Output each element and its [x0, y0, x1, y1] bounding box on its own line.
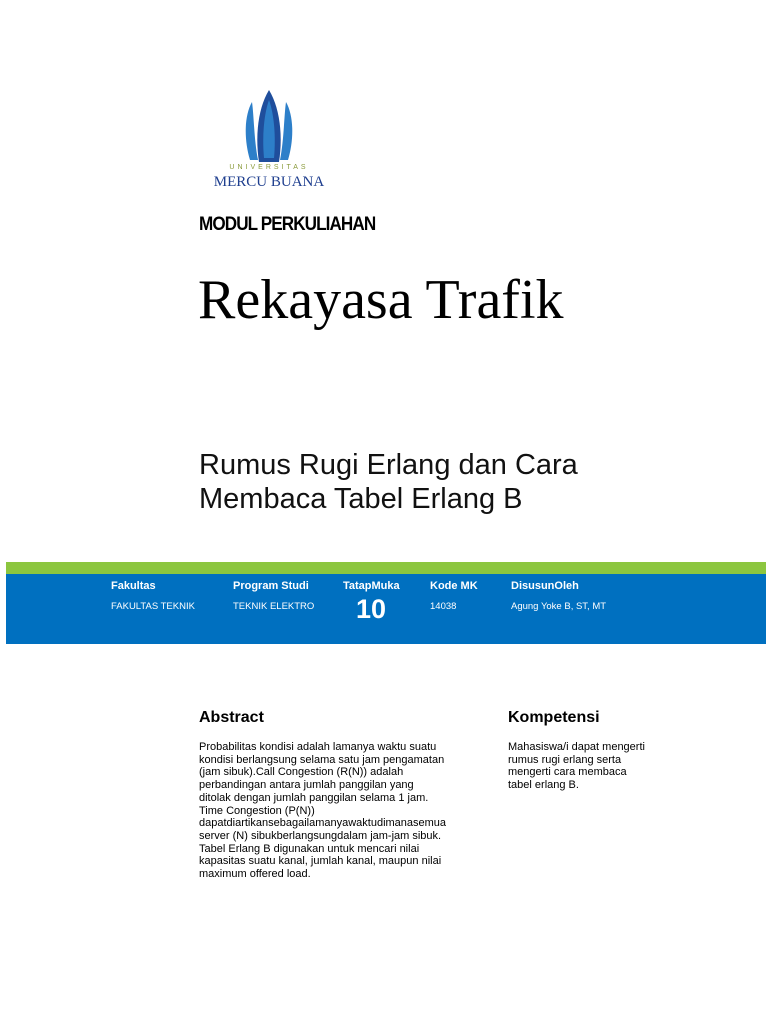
subtitle-line-2: Membaca Tabel Erlang B — [199, 483, 523, 515]
abstract-line: kondisi berlangsung selama satu jam pengamatan — [199, 753, 445, 766]
modul-label: MODUL PERKULIAHAN — [199, 214, 376, 235]
disusun-oleh-value: Agung Yoke B, ST, MT — [511, 601, 607, 612]
abstract-line: (jam sibuk).Call Congestion (R(N)) adalah — [199, 766, 404, 779]
fakultas-value: FAKULTAS TEKNIK — [111, 601, 195, 612]
disusun-oleh-column — [511, 580, 606, 612]
subtitle-line-1: Rumus Rugi Erlang dan Cara — [199, 449, 578, 481]
kompetensi-line: mengerti cara membaca — [508, 766, 627, 779]
abstract-line: kapasitas suatu kanal, jumlah kanal, maupun nilai — [199, 855, 442, 868]
tatap-muka-label: TatapMuka — [343, 580, 400, 592]
program-studi-column — [233, 580, 314, 612]
fakultas-column — [111, 580, 195, 612]
abstract-line: ditolak dengan jumlah panggilan selama 1 jam. — [199, 791, 429, 804]
abstract-heading: Abstract — [199, 709, 264, 726]
abstract-line: Probabilitas kondisi adalah lamanya waktu suatu — [199, 741, 437, 753]
fakultas-label: Fakultas — [111, 580, 156, 592]
logo-university-name: MERCU BUANA — [213, 174, 325, 190]
kode-mk-value: 14038 — [430, 601, 457, 612]
abstract-line: server (N) sibukberlangsungdalam jam-jam sibuk. — [199, 829, 442, 842]
mercu-buana-emblem-icon — [200, 88, 338, 166]
kompetensi-heading: Kompetensi — [508, 709, 600, 726]
abstract-line: dapatdiartikansebagailamanyawaktudimanasemua — [199, 817, 447, 830]
kompetensi-line: tabel erlang B. — [508, 779, 579, 792]
green-divider-bar — [6, 562, 766, 574]
kompetensi-body — [508, 741, 708, 792]
course-info-band — [6, 574, 766, 644]
abstract-line: Tabel Erlang B digunakan untuk mencari nilai — [199, 842, 420, 855]
abstract-line: maximum offered load. — [199, 868, 311, 881]
abstract-line: perbandingan antara jumlah panggilan yang — [199, 779, 414, 792]
disusun-oleh-label: DisusunOleh — [511, 580, 579, 592]
abstract-body — [199, 741, 499, 881]
kompetensi-line: Mahasiswa/i dapat mengerti — [508, 741, 645, 753]
tatap-muka-value: 10 — [356, 594, 387, 624]
program-studi-label: Program Studi — [233, 580, 309, 592]
page-title: Rekayasa Trafik — [198, 269, 564, 331]
kode-mk-label: Kode MK — [430, 580, 478, 592]
logo-university-label: UNIVERSITAS — [229, 164, 309, 171]
abstract-line: Time Congestion (P(N)) — [199, 804, 315, 817]
program-studi-value: TEKNIK ELEKTRO — [233, 601, 315, 612]
tatap-muka-column — [343, 580, 400, 625]
university-logo — [200, 88, 338, 196]
kompetensi-line: rumus rugi erlang serta — [508, 753, 622, 766]
kode-mk-column — [430, 580, 478, 612]
subtitle — [199, 448, 719, 516]
